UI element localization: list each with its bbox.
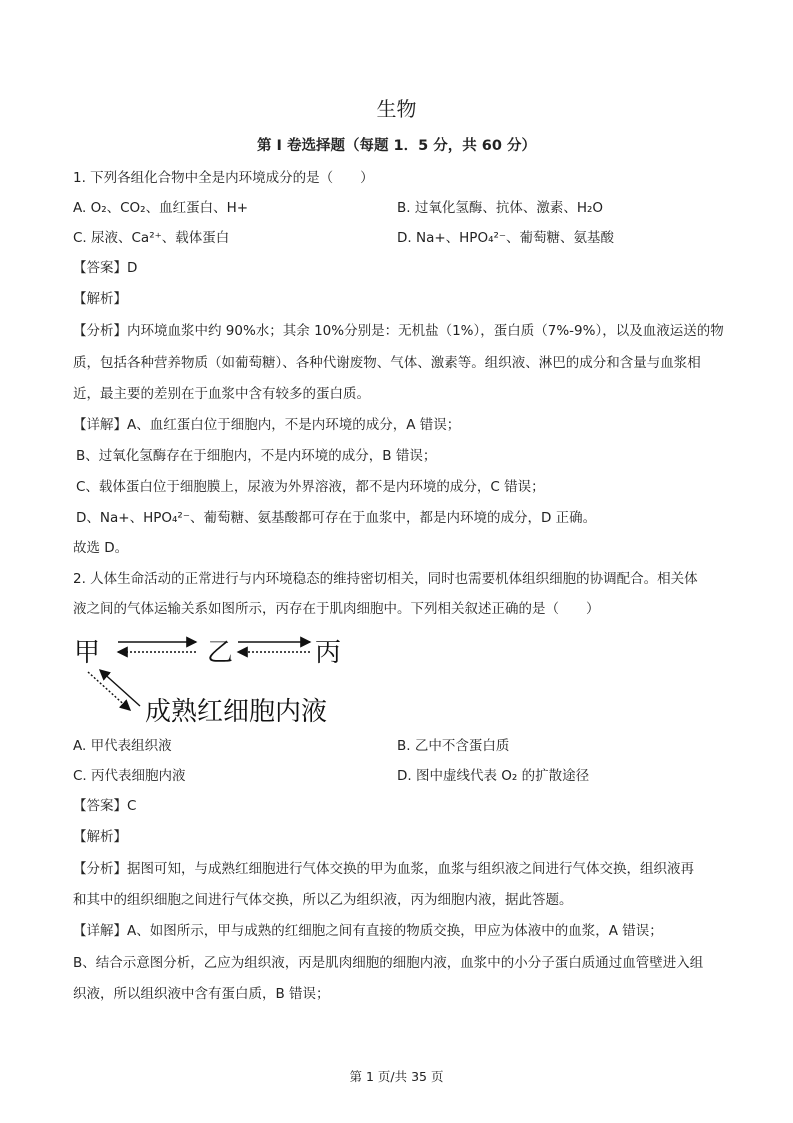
q1-detail-line: 【详解】A、血红蛋白位于细胞内，不是内环境的成分，A 错误；: [73, 417, 461, 433]
q1-analysis-line: 【分析】内环境血浆中约 90%水；其余 10%分别是：无机盐（1%），蛋白质（7%-9%），以及血液运送的物: [73, 323, 724, 339]
section-heading: 第 I 卷选择题（每题 1．5 分，共 60 分）: [256, 138, 537, 154]
q2-answer: 【答案】C: [73, 798, 137, 814]
diagram-label-yi: 乙: [207, 638, 234, 668]
q2-stem-line: 液之间的气体运输关系如图所示，丙存在于肌肉细胞中。下列相关叙述正确的是（ ）: [73, 601, 600, 617]
q1-detail-line: D、Na+、HPO₄²⁻、葡萄糖、氨基酸都可存在于血浆中，都是内环境的成分，D 正确。: [76, 510, 597, 526]
q1-detail-line: B、过氧化氢酶存在于细胞内，不是内环境的成分，B 错误；: [76, 448, 437, 464]
q1-detail-line: C、载体蛋白位于细胞膜上，尿液为外界溶液，都不是内环境的成分，C 错误；: [76, 479, 545, 495]
q1-option-c: C. 尿液、Ca²⁺、载体蛋白: [73, 230, 230, 246]
page-title: 生物: [376, 97, 417, 121]
q1-stem: 1. 下列各组化合物中全是内环境成分的是（ ）: [73, 170, 374, 186]
q2-option-d: D. 图中虚线代表 O₂ 的扩散途径: [397, 768, 590, 784]
q2-jiexi-label: 【解析】: [73, 829, 127, 845]
q1-analysis-line: 近，最主要的差别在于血浆中含有较多的蛋白质。: [73, 386, 370, 402]
q2-detail-line: B、结合示意图分析，乙应为组织液，丙是肌肉细胞的细胞内液，血浆中的小分子蛋白质通过血管壁进入组: [73, 955, 704, 971]
q1-detail-line: 故选 D。: [73, 540, 129, 556]
q1-option-a: A. O₂、CO₂、血红蛋白、H+: [73, 200, 249, 216]
q2-detail-line: 织液，所以组织液中含有蛋白质，B 错误；: [73, 986, 330, 1002]
diagram-label-rbc: 成熟红细胞内液: [145, 697, 328, 727]
q1-option-d: D. Na+、HPO₄²⁻、葡萄糖、氨基酸: [397, 230, 615, 246]
q1-option-b: B. 过氧化氢酶、抗体、激素、H₂O: [397, 200, 604, 216]
q2-analysis-line: 和其中的组织细胞之间进行气体交换，所以乙为组织液，丙为细胞内液，据此答题。: [73, 892, 573, 908]
q2-option-c: C. 丙代表细胞内液: [73, 768, 186, 784]
diagram-label-jia: 甲: [74, 638, 101, 668]
q2-option-a: A. 甲代表组织液: [73, 738, 172, 754]
q1-jiexi-label: 【解析】: [73, 291, 127, 307]
q2-detail-line: 【详解】A、如图所示，甲与成熟的红细胞之间有直接的物质交换，甲应为体液中的血浆，A 错误；: [73, 923, 663, 939]
q2-stem-line: 2. 人体生命活动的正常进行与内环境稳态的维持密切相关，同时也需要机体组织细胞的协调配合。相关体: [73, 571, 698, 587]
q2-option-b: B. 乙中不含蛋白质: [397, 738, 510, 754]
q1-answer: 【答案】D: [73, 260, 138, 276]
diagram-label-bing: 丙: [315, 638, 342, 668]
page-footer: 第 1 页/共 35 页: [349, 1069, 444, 1084]
q2-analysis-line: 【分析】据图可知，与成熟红细胞进行气体交换的甲为血浆，血浆与组织液之间进行气体交换，组织液再: [73, 861, 694, 877]
fluid-gas-diagram: [70, 628, 370, 728]
q1-analysis-line: 质，包括各种营养物质（如葡萄糖）、各种代谢废物、气体、激素等。组织液、淋巴的成分和含量与血浆相: [73, 355, 701, 371]
